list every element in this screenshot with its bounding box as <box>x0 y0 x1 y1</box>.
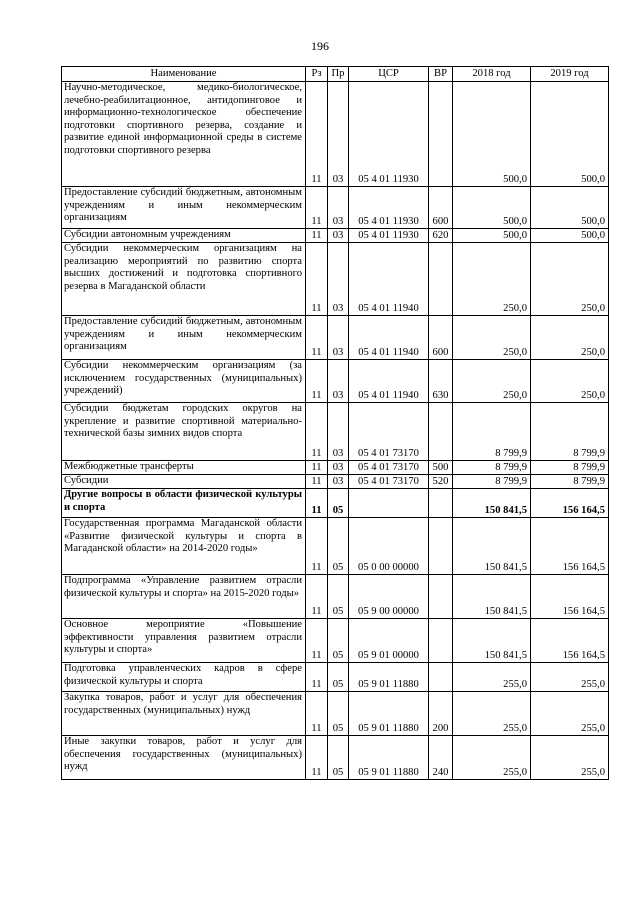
row-name: Закупка товаров, работ и услуг для обеспечения государственных (муниципальных) нужд <box>62 692 306 736</box>
table-row <box>62 229 609 243</box>
header-csr: ЦСР <box>349 67 429 82</box>
row-rz: 11 <box>306 619 328 663</box>
row-rz: 11 <box>306 187 328 229</box>
row-name: Предоставление субсидий бюджетным, автономным учреждениям и иным некоммерческим организациям <box>62 316 306 360</box>
row-pr: 03 <box>328 82 349 187</box>
row-csr: 05 9 01 11880 <box>349 736 429 780</box>
row-name: Предоставление субсидий бюджетным, автономным учреждениям и иным некоммерческим организациям <box>62 187 306 229</box>
row-2018: 250,0 <box>453 243 531 316</box>
row-name: Иные закупки товаров, работ и услуг для обеспечения государственных (муниципальных) нужд <box>62 736 306 780</box>
row-pr: 05 <box>328 619 349 663</box>
row-csr: 05 9 00 00000 <box>349 575 429 619</box>
table-row <box>62 243 609 316</box>
row-name: Подготовка управленческих кадров в сфере физической культуры и спорта <box>62 663 306 692</box>
row-csr: 05 4 01 11930 <box>349 187 429 229</box>
table-row <box>62 316 609 360</box>
row-csr: 05 4 01 11930 <box>349 82 429 187</box>
row-2019: 156 164,5 <box>531 575 609 619</box>
row-csr: 05 4 01 11930 <box>349 229 429 243</box>
row-pr: 03 <box>328 461 349 475</box>
row-vr: 620 <box>429 229 453 243</box>
row-2018: 8 799,9 <box>453 403 531 461</box>
row-pr: 03 <box>328 360 349 403</box>
row-2019: 250,0 <box>531 360 609 403</box>
table-row <box>62 403 609 461</box>
row-csr: 05 4 01 73170 <box>349 461 429 475</box>
row-vr: 500 <box>429 461 453 475</box>
row-2018: 150 841,5 <box>453 518 531 575</box>
row-rz: 11 <box>306 461 328 475</box>
row-csr: 05 9 01 11880 <box>349 692 429 736</box>
row-vr <box>429 619 453 663</box>
row-vr: 600 <box>429 187 453 229</box>
row-rz: 11 <box>306 663 328 692</box>
budget-table <box>61 66 609 780</box>
header-rz: Рз <box>306 67 328 82</box>
row-rz: 11 <box>306 489 328 518</box>
row-pr: 03 <box>328 187 349 229</box>
page-number: 196 <box>311 39 329 53</box>
row-2018: 150 841,5 <box>453 619 531 663</box>
row-pr: 05 <box>328 518 349 575</box>
row-name: Другие вопросы в области физической культуры и спорта <box>62 489 306 518</box>
row-rz: 11 <box>306 692 328 736</box>
table-row <box>62 736 609 780</box>
row-pr: 05 <box>328 692 349 736</box>
row-vr: 200 <box>429 692 453 736</box>
row-2019: 250,0 <box>531 243 609 316</box>
row-csr: 05 4 01 73170 <box>349 403 429 461</box>
row-vr <box>429 518 453 575</box>
header-vr: ВР <box>429 67 453 82</box>
row-rz: 11 <box>306 575 328 619</box>
row-vr <box>429 575 453 619</box>
row-2019: 156 164,5 <box>531 489 609 518</box>
row-csr: 05 9 01 00000 <box>349 619 429 663</box>
row-vr <box>429 663 453 692</box>
table-row <box>62 619 609 663</box>
row-name: Основное мероприятие «Повышение эффективности управления развитием отрасли культуры и спорта» <box>62 619 306 663</box>
row-vr <box>429 82 453 187</box>
row-2018: 150 841,5 <box>453 489 531 518</box>
table-row <box>62 461 609 475</box>
row-name: Субсидии некоммерческим организациям (за исключением государственных (муниципальных) учреждений) <box>62 360 306 403</box>
row-name: Субсидии бюджетам городских округов на укрепление и развитие спортивной материально-технической базы зимних видов спорта <box>62 403 306 461</box>
row-rz: 11 <box>306 229 328 243</box>
table-row <box>62 489 609 518</box>
row-name: Государственная программа Магаданской области «Развитие физической культуры и спорта в Магаданской области» на 2014-2020 годы» <box>62 518 306 575</box>
row-2019: 8 799,9 <box>531 475 609 489</box>
row-vr <box>429 403 453 461</box>
row-pr: 03 <box>328 229 349 243</box>
row-vr: 630 <box>429 360 453 403</box>
row-rz: 11 <box>306 518 328 575</box>
row-rz: 11 <box>306 475 328 489</box>
row-2019: 255,0 <box>531 736 609 780</box>
row-csr: 05 9 01 11880 <box>349 663 429 692</box>
row-pr: 03 <box>328 403 349 461</box>
row-name: Научно-методическое, медико-биологическое, лечебно-реабилитационное, антидопинговое и информационно-технологическое обеспечение подготовки спортивного резерва, создание и развитие единой информационной среды в системе подготовки спортивного резерва <box>62 82 306 187</box>
row-vr <box>429 489 453 518</box>
row-2018: 150 841,5 <box>453 575 531 619</box>
row-pr: 05 <box>328 489 349 518</box>
row-pr: 03 <box>328 316 349 360</box>
row-name: Субсидии некоммерческим организациям на реализацию мероприятий по развитию спорта высших достижений и подготовка спортивного резерва в Магаданской области <box>62 243 306 316</box>
row-2019: 500,0 <box>531 82 609 187</box>
row-2019: 8 799,9 <box>531 461 609 475</box>
row-2019: 500,0 <box>531 229 609 243</box>
row-pr: 05 <box>328 663 349 692</box>
row-2018: 255,0 <box>453 736 531 780</box>
row-pr: 03 <box>328 243 349 316</box>
header-2018: 2018 год <box>453 67 531 82</box>
row-vr <box>429 243 453 316</box>
header-name: Наименование <box>62 67 306 82</box>
row-2019: 156 164,5 <box>531 619 609 663</box>
row-rz: 11 <box>306 82 328 187</box>
row-2018: 8 799,9 <box>453 461 531 475</box>
row-vr: 240 <box>429 736 453 780</box>
row-2019: 250,0 <box>531 316 609 360</box>
row-name: Субсидии <box>62 475 306 489</box>
row-vr: 600 <box>429 316 453 360</box>
row-csr <box>349 489 429 518</box>
row-2019: 156 164,5 <box>531 518 609 575</box>
row-csr: 05 4 01 11940 <box>349 316 429 360</box>
row-csr: 05 4 01 11940 <box>349 360 429 403</box>
row-rz: 11 <box>306 316 328 360</box>
row-2018: 255,0 <box>453 663 531 692</box>
header-2019: 2019 год <box>531 67 609 82</box>
row-2018: 500,0 <box>453 187 531 229</box>
row-rz: 11 <box>306 243 328 316</box>
table-row <box>62 187 609 229</box>
row-rz: 11 <box>306 403 328 461</box>
header-pr: Пр <box>328 67 349 82</box>
row-2019: 500,0 <box>531 187 609 229</box>
table-header-row <box>62 67 609 82</box>
row-rz: 11 <box>306 736 328 780</box>
row-2018: 250,0 <box>453 360 531 403</box>
row-2019: 255,0 <box>531 663 609 692</box>
row-2018: 500,0 <box>453 82 531 187</box>
row-2019: 8 799,9 <box>531 403 609 461</box>
row-2018: 255,0 <box>453 692 531 736</box>
table-row <box>62 518 609 575</box>
row-rz: 11 <box>306 360 328 403</box>
table-row <box>62 360 609 403</box>
table-body <box>62 82 609 780</box>
row-pr: 05 <box>328 575 349 619</box>
table-row <box>62 475 609 489</box>
table-row <box>62 575 609 619</box>
row-name: Межбюджетные трансферты <box>62 461 306 475</box>
table-row <box>62 692 609 736</box>
row-pr: 03 <box>328 475 349 489</box>
row-2018: 250,0 <box>453 316 531 360</box>
table-row <box>62 663 609 692</box>
row-csr: 05 4 01 11940 <box>349 243 429 316</box>
row-vr: 520 <box>429 475 453 489</box>
row-pr: 05 <box>328 736 349 780</box>
row-name: Подпрограмма «Управление развитием отрасли физической культуры и спорта» на 2015-2020 годы» <box>62 575 306 619</box>
row-2019: 255,0 <box>531 692 609 736</box>
row-csr: 05 4 01 73170 <box>349 475 429 489</box>
row-name: Субсидии автономным учреждениям <box>62 229 306 243</box>
row-2018: 500,0 <box>453 229 531 243</box>
row-csr: 05 0 00 00000 <box>349 518 429 575</box>
row-2018: 8 799,9 <box>453 475 531 489</box>
table-row <box>62 82 609 187</box>
